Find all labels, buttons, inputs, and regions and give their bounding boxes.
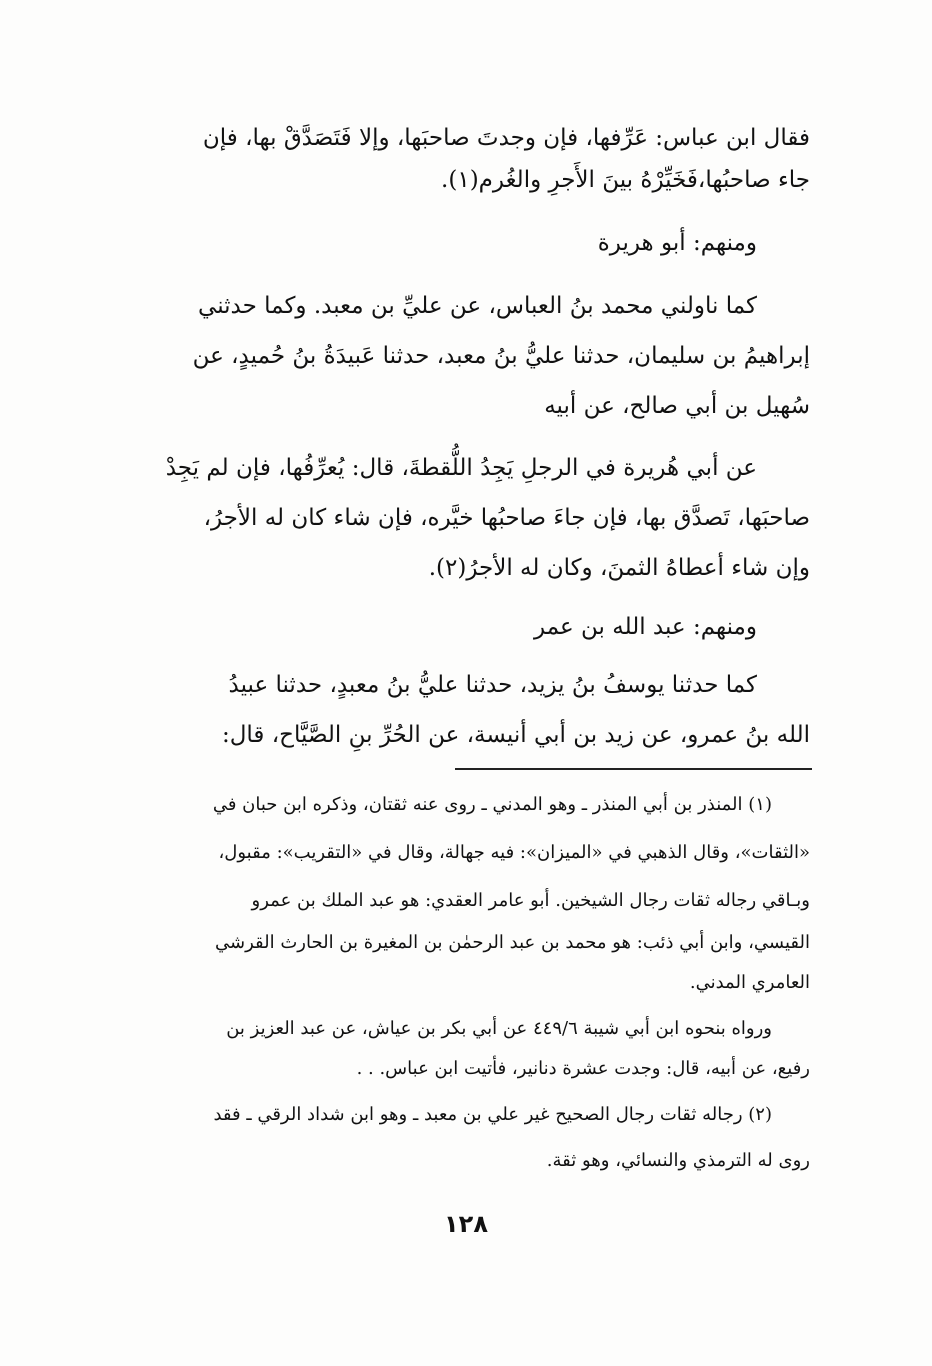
text-line: جاء صاحبُها،فَخَيِّرْهُ بينَ الأَجرِ والغُرم(١). bbox=[441, 167, 810, 193]
text-line: وإن شاء أعطاهُ الثمنَ، وكان له الأجرُ(٢). bbox=[428, 555, 810, 581]
footnote-line: رفيع، عن أبيه، قال: وجدت عشرة دنانير، فأتيت ابن عباس. . . bbox=[356, 1058, 810, 1079]
text-line: صاحبَها، تَصدَّق بها، فإن جاءَ صاحبُها خيَّره، فإن شاء كان له الأجرُ، bbox=[203, 505, 810, 531]
footnote-line: «الثقات»، وقال الذهبي في «الميزان»: فيه جهالة، وقال في «التقريب»: مقبول، bbox=[218, 842, 810, 863]
text-line: إبراهيمُ بن سليمان، حدثنا عليُّ بنُ معبد، حدثنا عَبيدَةُ بنُ حُميدٍ، عن bbox=[192, 343, 810, 369]
text-line: كما ناولني محمد بنُ العباس، عن عليِّ بن معبد. وكما حدثني bbox=[198, 293, 757, 319]
text-line: سُهيل بن أبي صالح، عن أبيه bbox=[544, 393, 810, 419]
text-line: الله بنُ عمرو، عن زيد بن أبي أنيسة، عن الحُرِّ بنِ الصَّيَّاح، قال: bbox=[221, 722, 810, 748]
section-heading: ومنهم: عبد الله بن عمر bbox=[534, 614, 757, 640]
footnote-line: (٢) رجاله ثقات رجال الصحيح غير علي بن معبد ـ وهو ابن شداد الرقي ـ فقد bbox=[213, 1104, 772, 1125]
page-number: ١٢٨ bbox=[444, 1210, 488, 1238]
footnote-line: (١) المنذر بن أبي المنذر ـ وهو المدني ـ روى عنه ثقتان، وذكره ابن حبان في bbox=[212, 794, 772, 815]
section-heading: ومنهم: أبو هريرة bbox=[597, 230, 757, 256]
footnote-line: ورواه بنحوه ابن أبي شيبة ٤٤٩/٦ عن أبي بكر بن عياش، عن عبد العزيز بن bbox=[226, 1018, 772, 1039]
footnote-line: روى له الترمذي والنسائي، وهو ثقة. bbox=[546, 1150, 810, 1171]
footnote-line: العامري المدني. bbox=[689, 972, 810, 993]
text-line: عن أبي هُريرة في الرجلِ يَجِدُ اللُّقطةَ، قال: يُعرِّفُها، فإن لم يَجِدْ bbox=[165, 455, 757, 481]
footnote-line: وبـاقي رجاله ثقات رجال الشيخين. أبو عامر العقدي: هو عبد الملك بن عمرو bbox=[251, 890, 810, 911]
footnote-line: القيسي، وابن أبي ذئب: هو محمد بن عبد الرحمٰن بن المغيرة بن الحارث القرشي bbox=[215, 932, 810, 953]
footnote-separator bbox=[455, 768, 812, 770]
text-line: كما حدثنا يوسفُ بنُ يزيد، حدثنا عليُّ بنُ معبدٍ، حدثنا عبيدُ bbox=[228, 672, 757, 698]
text-line: فقال ابن عباس: عَرِّفها، فإن وجدتَ صاحبَها، وإلا فَتَصَدَّقْ بها، فإن bbox=[202, 125, 810, 151]
